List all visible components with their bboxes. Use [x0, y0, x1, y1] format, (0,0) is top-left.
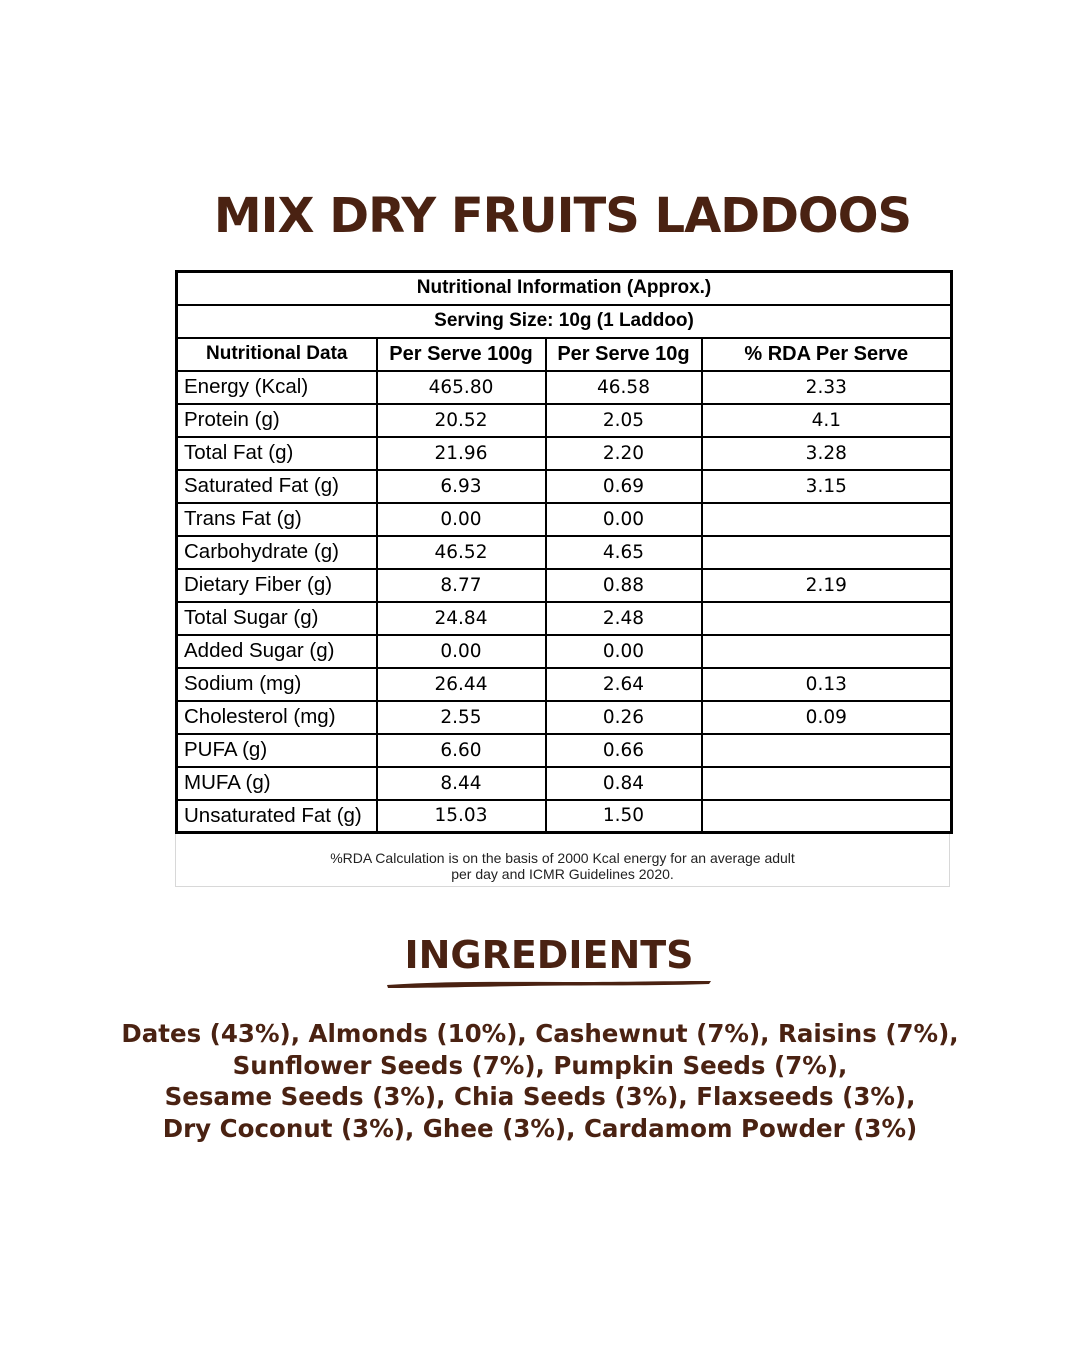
- table-row: [177, 437, 952, 470]
- serving-size-row: [177, 305, 952, 338]
- value-10g: 4.65: [546, 536, 702, 569]
- value-10g: 0.84: [546, 767, 702, 800]
- brush-underline: [385, 978, 715, 990]
- table-row: [177, 800, 952, 833]
- table-row: [177, 569, 952, 602]
- value-10g: 2.20: [546, 437, 702, 470]
- value-100g: 6.60: [377, 734, 546, 767]
- nutrient-name: Cholesterol (mg): [177, 701, 377, 734]
- value-100g: 26.44: [377, 668, 546, 701]
- ingredients-heading: INGREDIENTS: [404, 933, 694, 977]
- serving-size: Serving Size: 10g (1 Laddoo): [177, 305, 952, 338]
- table-header-row: [177, 338, 952, 371]
- rda-value: 0.09: [702, 701, 952, 734]
- table-row: [177, 470, 952, 503]
- nutrient-name: Dietary Fiber (g): [177, 569, 377, 602]
- table-row: [177, 503, 952, 536]
- table-row: [177, 635, 952, 668]
- nutrient-name: PUFA (g): [177, 734, 377, 767]
- rda-value: [702, 602, 952, 635]
- value-100g: 2.55: [377, 701, 546, 734]
- ingredients-line: Sunflower Seeds (7%), Pumpkin Seeds (7%),: [232, 1050, 848, 1080]
- table-row: [177, 602, 952, 635]
- value-10g: 0.66: [546, 734, 702, 767]
- rda-value: [702, 503, 952, 536]
- table-row: [177, 701, 952, 734]
- value-100g: 6.93: [377, 470, 546, 503]
- product-title: MIX DRY FRUITS LADDOOS: [213, 188, 912, 244]
- column-header: Per Serve 10g: [546, 338, 702, 371]
- value-10g: 2.05: [546, 404, 702, 437]
- column-header: Nutritional Data: [177, 338, 377, 371]
- ingredients-line: Dates (43%), Almonds (10%), Cashewnut (7%), Raisins (7%),: [121, 1019, 959, 1048]
- nutrition-table: [175, 270, 953, 834]
- table-caption-row: [177, 272, 952, 305]
- table-row: [177, 536, 952, 569]
- value-100g: 8.77: [377, 569, 546, 602]
- table-row: [177, 404, 952, 437]
- rda-value: 3.28: [702, 437, 952, 470]
- nutrient-name: Protein (g): [177, 404, 377, 437]
- rda-value: [702, 635, 952, 668]
- value-100g: 20.52: [377, 404, 546, 437]
- rda-value: 3.15: [702, 470, 952, 503]
- value-100g: 465.80: [377, 371, 546, 404]
- rda-value: [702, 734, 952, 767]
- table-caption: Nutritional Information (Approx.): [177, 272, 952, 305]
- value-10g: 0.69: [546, 470, 702, 503]
- nutrient-name: Saturated Fat (g): [177, 470, 377, 503]
- table-row: [177, 767, 952, 800]
- rda-footnote-line: per day and ICMR Guidelines 2020.: [451, 866, 674, 882]
- value-100g: 0.00: [377, 503, 546, 536]
- nutrient-name: Total Fat (g): [177, 437, 377, 470]
- nutrient-name: Added Sugar (g): [177, 635, 377, 668]
- value-100g: 15.03: [377, 800, 546, 833]
- ingredients-line: Sesame Seeds (3%), Chia Seeds (3%), Flaxseeds (3%),: [164, 1082, 916, 1111]
- nutrient-name: MUFA (g): [177, 767, 377, 800]
- rda-value: [702, 536, 952, 569]
- value-100g: 8.44: [377, 767, 546, 800]
- value-100g: 24.84: [377, 602, 546, 635]
- value-10g: 0.00: [546, 503, 702, 536]
- value-10g: 1.50: [546, 800, 702, 833]
- rda-value: 2.19: [702, 569, 952, 602]
- rda-value: 0.13: [702, 668, 952, 701]
- rda-value: [702, 800, 952, 833]
- rda-value: [702, 767, 952, 800]
- nutrient-name: Carbohydrate (g): [177, 536, 377, 569]
- rda-footnote: [175, 834, 950, 887]
- nutrition-panel: [175, 270, 951, 887]
- nutrient-name: Total Sugar (g): [177, 602, 377, 635]
- value-10g: 0.26: [546, 701, 702, 734]
- ingredients-list: [0, 1018, 1080, 1144]
- column-header: Per Serve 100g: [377, 338, 546, 371]
- value-100g: 21.96: [377, 437, 546, 470]
- nutrient-name: Unsaturated Fat (g): [177, 800, 377, 833]
- nutrient-name: Trans Fat (g): [177, 503, 377, 536]
- nutrient-name: Energy (Kcal): [177, 371, 377, 404]
- table-row: [177, 371, 952, 404]
- value-100g: 0.00: [377, 635, 546, 668]
- table-row: [177, 734, 952, 767]
- nutrient-name: Sodium (mg): [177, 668, 377, 701]
- value-10g: 2.48: [546, 602, 702, 635]
- rda-value: 2.33: [702, 371, 952, 404]
- value-10g: 2.64: [546, 668, 702, 701]
- rda-value: 4.1: [702, 404, 952, 437]
- rda-footnote-line: %RDA Calculation is on the basis of 2000 Kcal energy for an average adult: [330, 850, 795, 866]
- column-header: % RDA Per Serve: [702, 338, 952, 371]
- value-10g: 0.00: [546, 635, 702, 668]
- value-10g: 46.58: [546, 371, 702, 404]
- value-10g: 0.88: [546, 569, 702, 602]
- table-row: [177, 668, 952, 701]
- ingredients-line: Dry Coconut (3%), Ghee (3%), Cardamom Powder (3%): [162, 1113, 918, 1143]
- value-100g: 46.52: [377, 536, 546, 569]
